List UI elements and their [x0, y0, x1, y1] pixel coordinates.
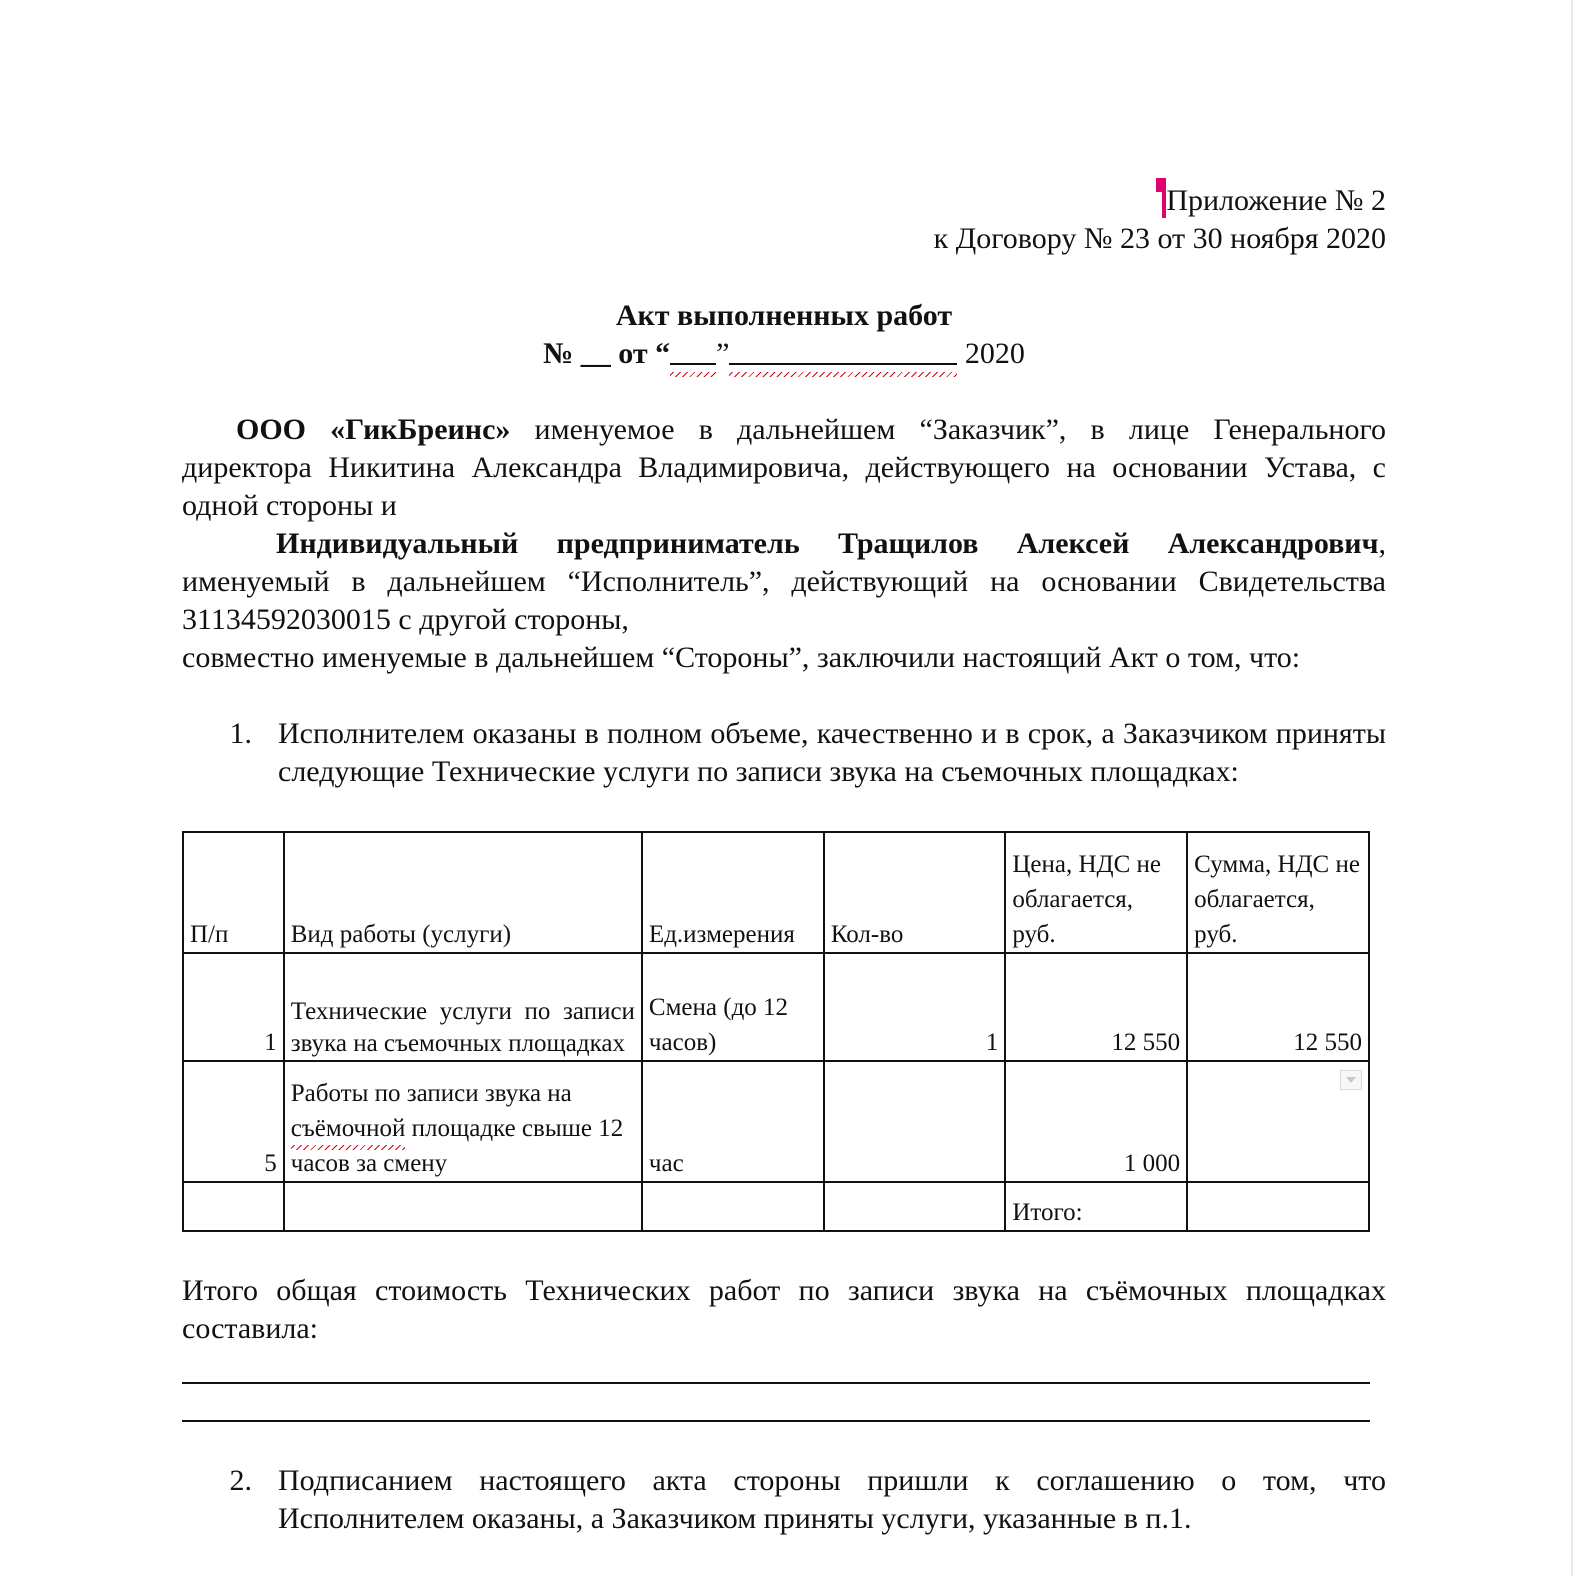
annex-heading	[182, 180, 1386, 220]
date-blank-month[interactable]	[729, 335, 957, 373]
unit-cell[interactable]: час	[642, 1061, 824, 1182]
empty-cell[interactable]	[824, 1182, 1006, 1231]
act-year: 2020	[957, 337, 1025, 370]
customer-text: именуемое в дальнейшем “Заказчик”, в лице Генерального директора Никитина Александра Владимировича, действующего на основании Устава, с одной стороны и	[182, 413, 1386, 522]
header-cell: Сумма, НДС не облагается, руб.	[1187, 832, 1369, 953]
joint-paragraph: совместно именуемые в дальнейшем “Стороны”, заключили настоящий Акт о том, что:	[182, 641, 1301, 674]
empty-cell[interactable]	[183, 1182, 284, 1231]
amount-blank-line[interactable]	[182, 1420, 1370, 1422]
quote-close: ”	[716, 337, 730, 370]
sum-cell[interactable]	[1187, 1061, 1369, 1182]
quantity-cell[interactable]: 1	[824, 953, 1006, 1061]
list-number: 2.	[229, 1464, 252, 1497]
header-cell: Кол-во	[824, 832, 1006, 953]
header-cell: Вид работы (услуги)	[284, 832, 642, 953]
table-total-row	[183, 1182, 1369, 1231]
act-number-prefix: № __ от “	[543, 337, 671, 370]
total-value[interactable]	[1187, 1182, 1369, 1231]
contract-reference: к Договору № 23 от 30 ноября 2020	[933, 222, 1386, 255]
annex-number: Приложение № 2	[1166, 184, 1386, 217]
customer-paragraph	[182, 411, 1386, 525]
empty-cell[interactable]	[642, 1182, 824, 1231]
price-cell[interactable]: 12 550	[1005, 953, 1187, 1061]
row-number[interactable]: 1	[183, 953, 284, 1061]
act-number-line	[182, 335, 1386, 373]
contractor-paragraph	[182, 525, 1386, 639]
document-title: Акт выполненных работ	[615, 299, 953, 332]
services-table	[182, 831, 1370, 1232]
list-item-2	[182, 1462, 1386, 1538]
header-cell: Ед.измерения	[642, 832, 824, 953]
summary-paragraph: Итого общая стоимость Технических работ по записи звука на съёмочных площадках составила:	[182, 1274, 1386, 1345]
service-name[interactable]: Технические услуги по записи звука на съемочных площадках	[284, 953, 642, 1061]
unit-cell[interactable]: Смена (до 12 часов)	[642, 953, 824, 1061]
header-cell: Цена, НДС не облагается, руб.	[1005, 832, 1187, 953]
sum-cell[interactable]: 12 550	[1187, 953, 1369, 1061]
document-page	[182, 180, 1386, 1538]
empty-cell[interactable]	[284, 1182, 642, 1231]
contractor-name: Индивидуальный предприниматель Тращилов Алексей Александрович	[276, 527, 1379, 560]
quantity-cell[interactable]	[824, 1061, 1006, 1182]
list-text: Подписанием настоящего акта стороны пришли к соглашению о том, что Исполнителем оказаны, а Заказчиком приняты услуги, указанные в п.1.	[278, 1464, 1386, 1535]
date-blank-day[interactable]	[670, 335, 716, 373]
customer-name: ООО «ГикБреинс»	[236, 413, 511, 446]
list-item-1	[182, 715, 1386, 791]
dropdown-arrow-icon[interactable]	[1340, 1070, 1362, 1090]
price-cell[interactable]: 1 000	[1005, 1061, 1187, 1182]
table-row	[183, 953, 1369, 1061]
service-name[interactable]: Работы по записи звука на съёмочной площадке свыше 12 часов за смену	[284, 1061, 642, 1182]
page-edge	[1571, 0, 1573, 1576]
header-cell: П/п	[183, 832, 284, 953]
list-text: Исполнителем оказаны в полном объеме, качественно и в срок, а Заказчиком приняты следующие Технические услуги по записи звука на съемочных площадках:	[278, 717, 1386, 788]
list-number: 1.	[229, 717, 252, 750]
contractor-text: , именуемый в дальнейшем “Исполнитель”, действующий на основании Свидетельства 31134592030015 с другой стороны,	[182, 527, 1386, 636]
row-number[interactable]: 5	[183, 1061, 284, 1182]
amount-blank-line[interactable]	[182, 1382, 1370, 1384]
table-header-row	[183, 832, 1369, 953]
table-row	[183, 1061, 1369, 1182]
text-cursor	[1162, 180, 1166, 218]
total-label[interactable]: Итого:	[1005, 1182, 1187, 1231]
spellcheck-word: съёмочной	[291, 1111, 406, 1146]
